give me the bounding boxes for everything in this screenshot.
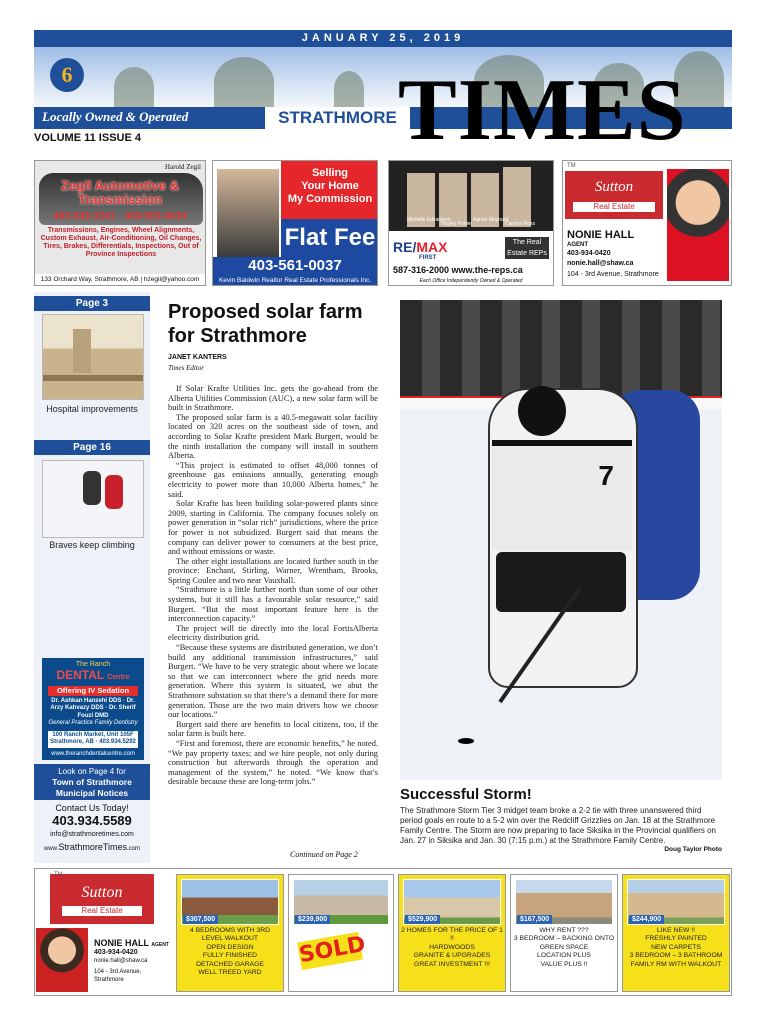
ad-phone-web: 587-316-2000 www.the-reps.ca [393,265,523,275]
ad-flat-fee: Flat Fee [281,219,378,257]
page-16-caption[interactable]: Braves keep climbing [49,540,135,550]
masthead-town: STRATHMORE [265,107,410,129]
agent-label: Adrian Maynard [473,217,509,223]
listing-price: $244,900 [629,915,664,924]
agent-email: nonie.hall@shaw.ca [94,958,148,964]
slogan: Locally Owned & Operated [42,109,189,124]
agent-label: Michelle Edvardsen [407,217,451,223]
puck [458,738,474,744]
ad-zegil-automotive[interactable] [34,160,206,286]
continued-link[interactable]: Continued on Page 2 [290,850,358,859]
article-paragraph: If Solar Krafte Utilities Inc. gets the go-ahead from the Alberta Utilities Commission (AUC), a new solar farm will be built in Strathmore. [168,384,378,413]
hockey-thumbnail[interactable] [42,460,144,538]
article-headline[interactable]: Proposed solar farm for Strathmore [168,301,363,347]
agent-photo [667,169,729,281]
listing-text: 2 HOMES FOR THE PRICE OF 1 !! HARDWOODS GRANITE & UPGRADES GREAT INVESTMENT !!! [401,927,503,968]
team-photo [389,161,554,231]
sutton-logo: Sutton Real Estate [50,874,154,924]
hospital-photo[interactable] [42,314,144,400]
remax-first: FIRST [419,255,437,261]
article-body [168,384,378,787]
ad-headline: Selling Your Home My Commission [281,161,378,219]
agent-name: NONIE HALL AGENT [94,938,169,948]
article-byline: JANET KANTERS [168,354,227,361]
page-3-tab[interactable]: Page 3 [34,296,150,311]
agent-email: nonie.hall@shaw.ca [567,260,634,267]
trademark: TM [567,163,576,169]
contact-phone[interactable]: 403.934.5589 [52,813,132,828]
sold-stamp: SOLD [297,931,368,969]
listing-text: LIKE NEW !! FRESHLY PAINTED NEW CARPETS 3 BEDROOM – 3 BATHROOM FAMILY RM WITH WALKOUT [629,927,723,968]
agent-phone: 403-934-0420 [567,250,611,257]
ad-footer: Kevin Baldwin Realtor Real Estate Professionals Inc. [213,275,377,286]
page-16-tab[interactable]: Page 16 [34,440,150,455]
listing-card[interactable] [288,874,394,992]
municipal-notices-box[interactable]: Look on Page 4 for Town of Strathmore Municipal Notices [34,764,150,800]
remax-logo: RE/MAX [393,239,448,255]
listing-price: $529,900 [405,915,440,924]
listing-price: $307,500 [183,915,218,924]
listing-card[interactable] [398,874,506,992]
listing-text: WHY RENT ??? 3 BEDROOM – BACKING ONTO GREEN SPACE LOCATION PLUS VALUE PLUS !! [513,927,615,968]
article-paragraph: The other eight installations are located further south in the province: Enchant, Stirling, Warner, Wrentham, Brooks, Spring Coulee and two near Vauxhall. [168,556,378,585]
article-paragraph: Solar Krafte has been building solar-powered plants since 2009, starting in California. The company focuses solely on power generation in “solar rich” jurisdictions, where the price for power is not subsidized. Burgert said that means the company can deliver power to consumers at the best price, and without emissions or waste. [168,499,378,557]
photo-credit: Doug Taylor Photo [664,846,722,853]
contact-email[interactable]: info@strathmoretimes.com [50,831,134,838]
volume-issue: VOLUME 11 ISSUE 4 [34,132,141,144]
agent-photo [36,928,88,992]
article-paragraph: “First and foremost, there are economic benefits,” he noted. “We pay property taxes; and we hire people, not only during construction but afterwards through the operation and management of the system,” he noted. “We know that’s desirable because these are long-term jobs.” [168,738,378,787]
jersey-number: 7 [598,460,614,491]
association-logo: 6 [50,58,84,92]
ad-flat-fee-realtor[interactable] [212,160,378,286]
article-paragraph: “Because these systems are distributed generation, we don’t build any additional transmission infrastructures,” said Burgert. “We have to be very strategic about where we locate so that we can interconnect where the grid needs more generation. Where this system is situated, we abut the Strathmore substation so that there’s a demand there for more generation. Those are the two main drivers how we choose our locations.” [168,643,378,720]
agent-address: 104 - 3rd Avenue, Strathmore [567,271,659,278]
ad-ranch-dental[interactable]: The Ranch DENTAL Centre Offering IV Sedation Dr. Ashkan Hanzehi DDS · Dr. Arzy Kahvazy DDS · Dr. Sherif Fouzi DMD General Practice Family Dentistry 100 Ranch Market, Unit 105F Strathmore, AB · 403.934.5292 www.theranchdentalcentre.com [42,658,144,760]
listing-text: 4 BEDROOMS WITH 3RD LEVEL WALKOUT OPEN DESIGN FULLY FINISHED DETACHED GARAGE WELL TREED YARD [189,927,271,977]
ad-services: Transmissions, Engines, Wheel Alignments, Custom Exhaust, Air-Conditioning, Oil Changes, Tires, Brakes, Differentials, Inspections, Out of Province Inspections [40,227,202,258]
hockey-photo[interactable] [400,300,722,780]
agent-photo [217,169,279,257]
contact-box [34,800,150,852]
ad-nonie-hall-top[interactable] [562,160,732,286]
listing-card[interactable] [510,874,618,992]
listing-price: $239,900 [295,915,330,924]
article-role: Times Editor [168,364,204,372]
listing-price: $167,500 [517,915,552,924]
issue-date: JANUARY 25, 2019 [34,30,732,47]
page-3-caption[interactable]: Hospital improvements [46,404,138,414]
article-paragraph: Burgert said there are benefits to local citizens, too, if the solar farm is built here. [168,719,378,739]
agent-address: 104 - 3rd Avenue, Strathmore [94,969,142,983]
contact-heading: Contact Us Today! [55,803,129,813]
listing-card[interactable] [622,874,730,992]
article-paragraph: “Strathmore is a little further north than some of our other systems, but it still has a favourable solar resource,” said Burgert. “But the most important feature here is the interconnection capacity.” [168,585,378,624]
trademark: TM [54,872,63,878]
contact-website[interactable]: www.StrathmoreTimes.com [43,842,141,852]
ad-phone: 403-561-0037 [213,257,377,275]
reps-logo: The Real Estate REPs [505,237,549,259]
article-paragraph: “This project is estimated to offset 48,000 tonnes of greenhouse gas emissions annually, generating enough electricity to power more than 10,000 Alberta homes,” he said. [168,460,378,499]
agent-phone: 403-934-0420 [94,949,138,956]
article-paragraph: The proposed solar farm is a 40.5-megawatt solar facility located on 320 acres on the southeast side of town, and according to Solar Krafte president Mark Burgert, would be the ninth installation the company will install in southern Alberta. [168,412,378,461]
ad-footer: Each Office Independently Owned & Operated [419,278,523,284]
article-paragraph: The project will tie directly into the local FortisAlberta electricity distribution grid. [168,623,378,643]
ad-address: 133 Orchard Way, Strathmore, AB | hzegil@yahoo.com [35,274,205,285]
ad-phones: 403-542-3341 · 403-902-0634 [53,211,187,222]
ad-remax-reps[interactable] [388,160,554,286]
masthead-title: TIMES [398,62,687,159]
ad-business-name: Zegil Automotive & Transmission [61,178,179,207]
photo-caption: The Strathmore Storm Tier 3 midget team broke a 2-2 tie with three unanswered third period goals en route to a 5-2 win over the Redcliff Grizzlies on Jan. 18 at the Strathmore Family Centre. The Storm are now preparing to face Siksika in the Provincial qualifiers on Jan. 27 in Siksika and Jan. 30 (7:15 p.m.) at the Strathmore Family Centre. [400,806,716,845]
agent-role: AGENT [567,242,588,248]
photo-headline: Successful Storm! [400,786,532,803]
agent-label: Carolyn Ross [505,221,536,227]
ad-owner: Harold Zegil [165,163,201,171]
sutton-logo: Sutton Real Estate [565,171,663,219]
agent-name: NONIE HALL [567,229,635,241]
listing-card[interactable] [176,874,284,992]
agent-label: Hayley Poirier [441,221,473,227]
